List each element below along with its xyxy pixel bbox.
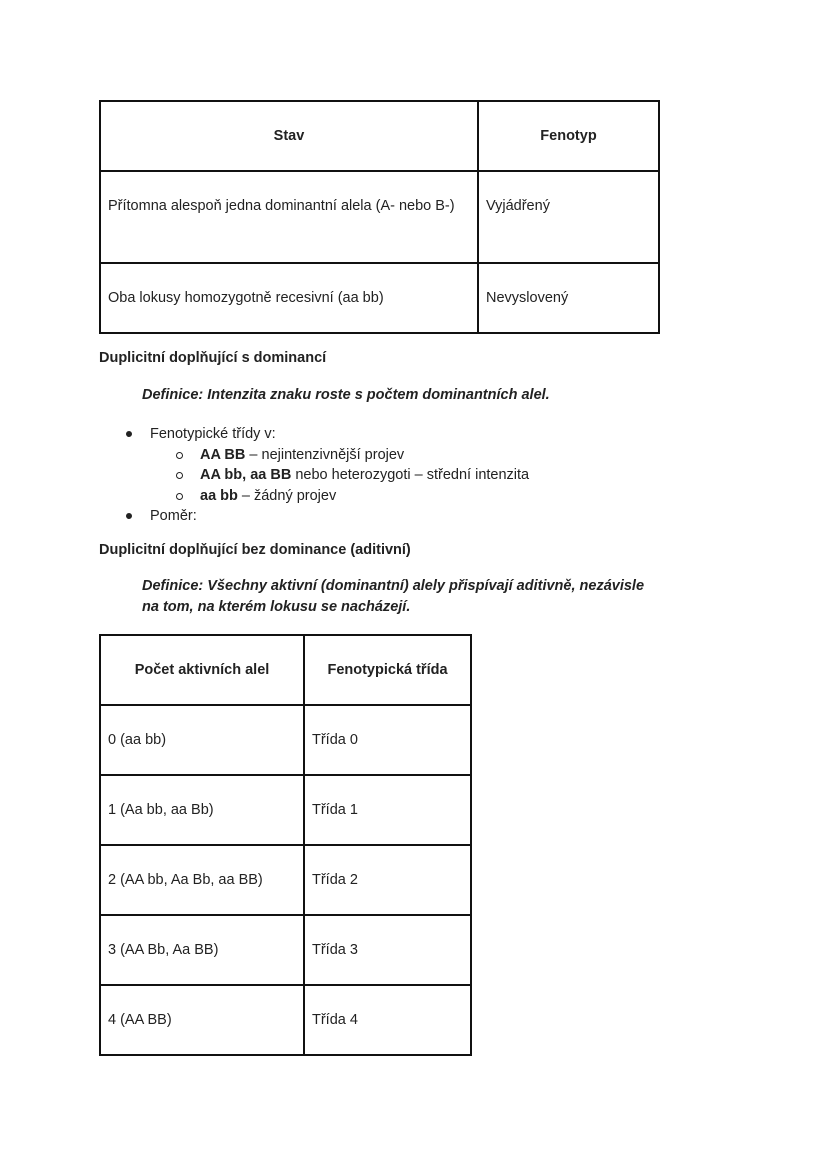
definition-dominance: Definice: Intenzita znaku roste s počtem dominantních alel. <box>142 387 550 403</box>
table-cell: Vyjádřený <box>478 171 659 263</box>
table-header-row <box>100 101 659 171</box>
bullet-icon <box>126 431 132 437</box>
sub-list <box>150 445 529 507</box>
bullet-icon <box>126 513 132 519</box>
sub-item-text: nebo heterozygoti – střední intenzita <box>291 467 530 483</box>
table-cell: Třída 3 <box>304 915 471 985</box>
sub-item-text: – žádný projev <box>237 487 337 504</box>
column-header-pocet-alel: Počet aktivních alel <box>100 635 304 705</box>
definition-line: na tom, na kterém lokusu se nacházejí. <box>142 599 411 615</box>
table-row <box>100 845 471 915</box>
table-row <box>100 775 471 845</box>
table-row <box>100 705 471 775</box>
sub-list-item <box>176 465 529 486</box>
genotype-label: AA bb, aa BB <box>200 467 292 483</box>
genotype-label: AA BB <box>200 446 246 463</box>
table-cell: 1 (Aa bb, aa Bb) <box>100 775 304 845</box>
table-cell: Třída 4 <box>304 985 471 1055</box>
sub-list-item <box>176 486 529 507</box>
table-row <box>100 171 659 263</box>
table-row <box>100 263 659 333</box>
column-header-stav: Stav <box>100 101 478 171</box>
genotype-label: aa bb <box>200 487 238 504</box>
phenotype-table <box>99 100 660 334</box>
table-cell: Oba lokusy homozygotně recesivní (aa bb) <box>100 263 478 333</box>
table-cell: Třída 0 <box>304 705 471 775</box>
table-cell: Nevyslovený <box>478 263 659 333</box>
list-item-text: Fenotypické třídy v: <box>150 426 276 442</box>
section-heading-dominance: Duplicitní doplňující s dominancí <box>99 350 327 366</box>
table-cell: Třída 2 <box>304 845 471 915</box>
list-item <box>126 424 529 506</box>
column-header-fenotypicka-trida: Fenotypická třída <box>304 635 471 705</box>
sub-list-item <box>176 445 529 466</box>
table-cell: Přítomna alespoň jedna dominantní alela (A- nebo B-) <box>100 171 478 263</box>
sub-item-text: – nejintenzivnější projev <box>245 446 405 463</box>
list-item-text: Poměr: <box>150 508 197 524</box>
table-cell: Třída 1 <box>304 775 471 845</box>
table-header-row <box>100 635 471 705</box>
table-row <box>100 915 471 985</box>
column-header-fenotyp: Fenotyp <box>478 101 659 171</box>
table-cell: 3 (AA Bb, Aa BB) <box>100 915 304 985</box>
table-cell: 0 (aa bb) <box>100 705 304 775</box>
table-row <box>100 985 471 1055</box>
section-heading-additive: Duplicitní doplňující bez dominance (aditivní) <box>99 542 411 558</box>
list-item <box>126 506 529 527</box>
circle-bullet-icon <box>176 452 183 459</box>
phenotype-class-table <box>99 634 472 1056</box>
table-cell: 4 (AA BB) <box>100 985 304 1055</box>
definition-line: Definice: Všechny aktivní (dominantní) alely přispívají aditivně, nezávisle <box>142 578 645 594</box>
definition-additive <box>142 576 644 618</box>
table-cell: 2 (AA bb, Aa Bb, aa BB) <box>100 845 304 915</box>
circle-bullet-icon <box>176 472 183 479</box>
circle-bullet-icon <box>176 493 183 500</box>
bullet-list <box>126 424 529 527</box>
